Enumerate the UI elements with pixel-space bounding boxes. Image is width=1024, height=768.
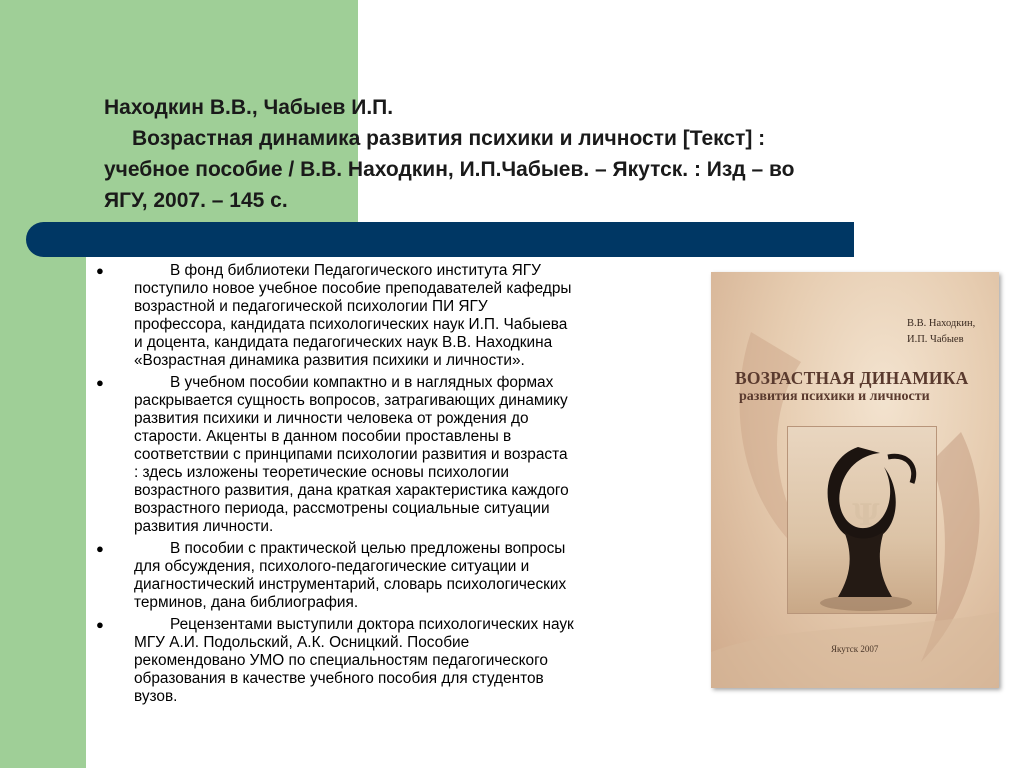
bullet-line: «Возрастная динамика развития психики и личности». — [134, 352, 525, 369]
book-city-year: Якутск 2007 — [831, 644, 879, 654]
bullet-line: поступило новое учебное пособие преподавателей кафедры — [134, 280, 572, 297]
bullet-line: В учебном пособии компактно и в наглядных формах — [170, 374, 554, 391]
bullet-line: и доцента, кандидата педагогических наук В.В. Находкина — [134, 334, 553, 351]
book-author-2: И.П. Чабыев — [907, 334, 964, 345]
bullet-line: В пособии с практической целью предложены вопросы — [170, 540, 566, 557]
description-bullet-list — [96, 262, 702, 710]
bullet-line: развития личности. — [134, 518, 274, 535]
bullet-line: раскрывается сущность вопросов, затрагивающих динамику — [134, 392, 568, 409]
title-publisher-year: ЯГУ, 2007. – 145 с. — [104, 189, 288, 212]
bullet-line: МГУ А.И. Подольский, А.К. Осницкий. Пособие — [134, 634, 470, 651]
bullet-line: терминов, дана библиография. — [134, 594, 359, 611]
side-color-band — [0, 0, 86, 768]
sculpture-photo — [787, 426, 937, 614]
bullet-line: диагностический инструментарий, словарь психологических — [134, 576, 567, 593]
bullet-line: вузов. — [134, 688, 178, 705]
title-bibliographic-details: учебное пособие / В.В. Находкин, И.П.Чабыев. – Якутск. : Изд – во — [104, 158, 795, 181]
psi-symbol: Ψ — [852, 498, 880, 533]
title-authors: Находкин В.В., Чабыев И.П. — [104, 96, 394, 119]
bullet-dot-icon: ● — [96, 263, 104, 278]
bullet-item-acquisition — [96, 262, 702, 370]
bullet-line: соответствии с принципами психологии развития и возраста — [134, 446, 568, 463]
bullet-line: В фонд библиотеки Педагогического института ЯГУ — [170, 262, 541, 279]
bullet-line: образования в качестве учебного пособия для студентов — [134, 670, 544, 687]
bullet-item-reviewers — [96, 616, 702, 706]
bullet-line: рекомендовано УМО по специальностям педагогического — [134, 652, 548, 669]
book-cover-image — [711, 272, 999, 688]
bullet-line: развития психики и личности человека от рождения до — [134, 410, 529, 427]
bullet-line: возрастного развития, дана краткая характеристика каждого — [134, 482, 569, 499]
bullet-line: старости. Акценты в данном пособии проставлены в — [134, 428, 512, 445]
bullet-line: возрастного периода, рассмотрены социальные ситуации — [134, 500, 550, 517]
psi-sculpture-icon — [788, 427, 936, 613]
bullet-item-practical — [96, 540, 702, 612]
slide-title — [104, 92, 974, 216]
bullet-item-content — [96, 374, 702, 536]
bullet-line: возрастной и педагогической психологии ПИ ЯГУ — [134, 298, 488, 315]
bullet-dot-icon: ● — [96, 617, 104, 632]
book-authors — [907, 316, 997, 348]
title-divider-bar — [26, 222, 854, 257]
bullet-line: : здесь изложены теоретические основы психологии — [134, 464, 509, 481]
book-cover-subtitle: развития психики и личности — [739, 389, 930, 404]
bullet-dot-icon: ● — [96, 375, 104, 390]
title-book-name: Возрастная динамика развития психики и личности [Текст] : — [132, 127, 766, 150]
bullet-line: профессора, кандидата психологических наук И.П. Чабыева — [134, 316, 568, 333]
bullet-line: Рецензентами выступили доктора психологических наук — [170, 616, 574, 633]
bullet-dot-icon: ● — [96, 541, 104, 556]
bullet-line: для обсуждения, психолого-педагогические ситуации и — [134, 558, 530, 575]
book-author-1: В.В. Находкин, — [907, 318, 976, 329]
book-cover-title: ВОЗРАСТНАЯ ДИНАМИКА — [735, 368, 969, 388]
